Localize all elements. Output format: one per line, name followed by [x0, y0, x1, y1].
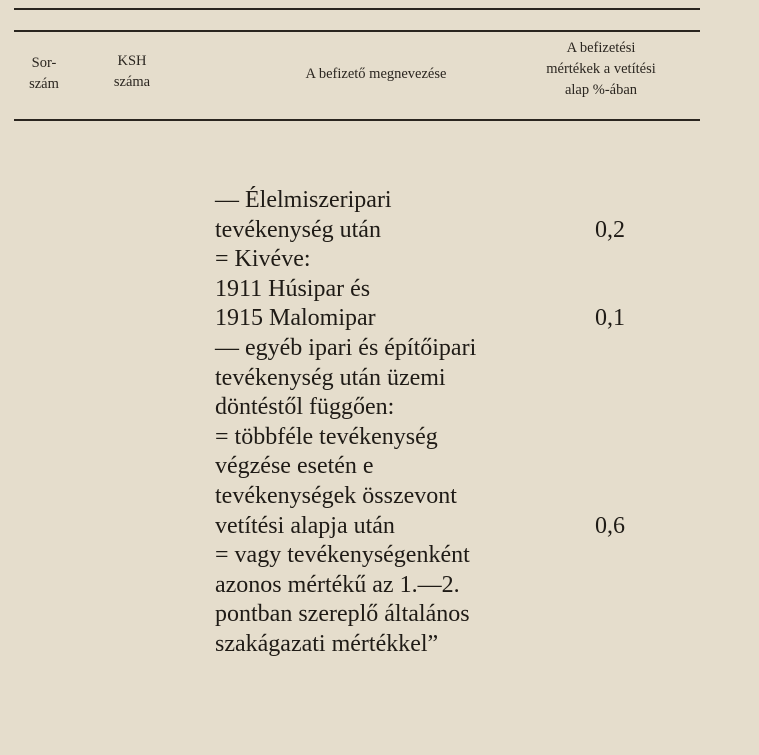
table-row [215, 304, 635, 334]
row-text: döntéstől függően: [215, 394, 395, 421]
table-row [215, 393, 635, 423]
table-row [215, 571, 635, 601]
row-text: 1911 Húsipar és [215, 275, 371, 302]
header-serial-number [18, 53, 70, 95]
table-row [215, 186, 635, 216]
row-text: = vagy tevékenységenként [215, 542, 470, 569]
table-row [215, 216, 635, 246]
header-ksh-line-2: száma [113, 74, 151, 90]
table-row [215, 452, 635, 482]
table-row [215, 600, 635, 630]
header-serial-line-2: szám [29, 76, 59, 92]
top-rule [14, 8, 700, 10]
row-text: vetítési alapja után [215, 512, 395, 539]
header-rate-line-1: A befizetési [566, 40, 636, 56]
header-rate-line-3: alap %-ában [564, 82, 638, 98]
header-bottom-rule [14, 119, 700, 121]
table-body [215, 186, 635, 660]
header-top-rule [14, 30, 700, 32]
row-text: = többféle tevékenység [215, 423, 438, 450]
table-row [215, 482, 635, 512]
row-text: pontban szereplő általános [215, 601, 470, 628]
table-row [215, 245, 635, 275]
row-text: — Élelmiszeripari [215, 187, 392, 213]
row-rate-value: 0,6 [595, 512, 625, 539]
row-text: tevékenység után [215, 216, 381, 243]
row-text: 1915 Malomipar [215, 305, 376, 332]
table-row [215, 512, 635, 542]
row-text: szakágazati mértékkel” [215, 630, 439, 657]
table-row [215, 423, 635, 453]
header-ksh-number [96, 51, 168, 93]
row-text: végzése esetén e [215, 453, 374, 480]
header-rate-line-2: mértékek a vetítési [546, 61, 656, 77]
table-row [215, 364, 635, 394]
header-ksh-line-1: KSH [117, 53, 147, 69]
header-payment-rate [494, 38, 708, 101]
row-text: azonos mértékű az 1.—2. [215, 571, 460, 598]
row-text: tevékenységek összevont [215, 482, 457, 509]
header-serial-line-1: Sor- [31, 55, 57, 71]
row-rate-value: 0,2 [595, 216, 625, 243]
row-rate-value: 0,1 [595, 305, 625, 332]
table-row [215, 630, 635, 660]
table-row [215, 541, 635, 571]
row-text: tevékenység után üzemi [215, 364, 446, 391]
row-text: — egyéb ipari és építőipari [215, 334, 477, 361]
row-text: = Kivéve: [215, 246, 311, 273]
table-row [215, 334, 635, 364]
header-payer-name: A befizető megnevezése [305, 66, 447, 82]
table-row [215, 275, 635, 305]
